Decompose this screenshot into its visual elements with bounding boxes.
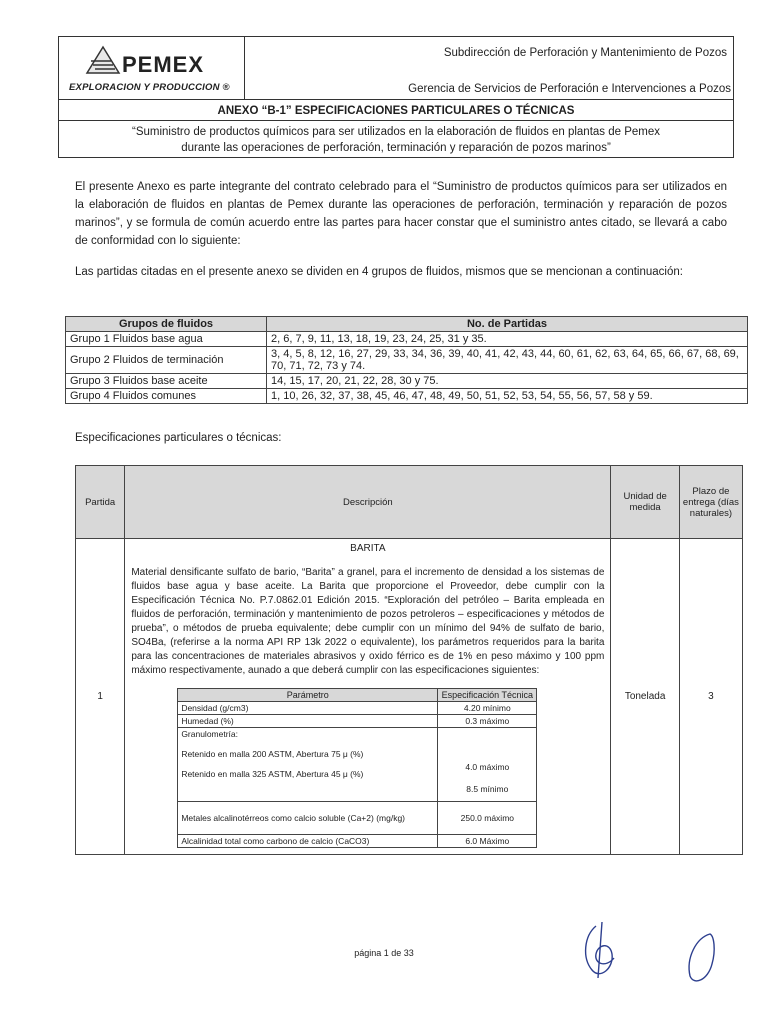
- param-group-label: Granulometría:: [181, 729, 239, 739]
- grupo-name: Grupo 3 Fluidos base aceite: [66, 374, 267, 389]
- param-value-200: 4.0 máximo: [465, 762, 510, 772]
- param-name: [178, 728, 438, 802]
- table-row: [178, 715, 537, 728]
- param-value: 4.20 mínimo: [438, 702, 537, 715]
- params-table: [177, 688, 537, 848]
- table-row: [66, 389, 748, 404]
- param-value: 250.0 máximo: [438, 802, 537, 835]
- unidad-header: Unidad de medida: [611, 466, 679, 539]
- plazo-header: Plazo de entrega (días naturales): [679, 466, 742, 539]
- spec-header-row: [76, 466, 743, 539]
- grupo-name: Grupo 2 Fluidos de terminación: [66, 347, 267, 374]
- anexo-cell: [58, 99, 734, 121]
- param-name: Humedad (%): [178, 715, 438, 728]
- grupo-name: Grupo 1 Fluidos base agua: [66, 332, 267, 347]
- servicio-line-1: “Suministro de productos químicos para ser utilizados en la elaboración de fluidos en plantas de Pemex: [131, 126, 661, 138]
- param-name: Metales alcalinotérreos como calcio soluble (Ca+2) (mg/kg): [178, 802, 438, 835]
- logo-wordmark: PEMEX: [122, 52, 205, 77]
- partida-number: 1: [76, 539, 125, 855]
- grupo-name: Grupo 4 Fluidos comunes: [66, 389, 267, 404]
- table-row: [178, 802, 537, 835]
- table-row: [178, 702, 537, 715]
- table-row: [66, 374, 748, 389]
- pemex-eagle-logo: [85, 43, 121, 79]
- grupo-partidas: 1, 10, 26, 32, 37, 38, 45, 46, 47, 48, 49, 50, 51, 52, 53, 54, 55, 56, 57, 58 y 59.: [267, 389, 748, 404]
- param-value: [438, 728, 537, 802]
- parametro-header: Parámetro: [178, 689, 438, 702]
- servicio-line-2: durante las operaciones de perforación, terminación y reparación de pozos marinos”: [181, 142, 611, 154]
- table-row: [178, 728, 537, 802]
- descripcion-header: Descripción: [125, 466, 611, 539]
- spec-table: [75, 465, 743, 855]
- param-subitem: Retenido en malla 325 ASTM, Abertura 45 μ (%): [181, 769, 364, 779]
- grupo-partidas: 2, 6, 7, 9, 11, 13, 18, 19, 23, 24, 25, 31 y 35.: [267, 332, 748, 347]
- param-name: Alcalinidad total como carbono de calcio (CaCO3): [178, 835, 438, 848]
- anexo-title: ANEXO “B-1” ESPECIFICACIONES PARTICULARES O TÉCNICAS: [217, 105, 575, 117]
- plazo-value: 3: [679, 539, 742, 855]
- param-value-325: 8.5 mínimo: [466, 784, 509, 794]
- gerencia-title: Gerencia de Servicios de Perforación e Intervenciones a Pozos: [408, 83, 731, 95]
- params-header-row: [178, 689, 537, 702]
- param-subitem: Retenido en malla 200 ASTM, Abertura 75 μ (%): [181, 749, 364, 759]
- descripcion-cell: [125, 539, 611, 855]
- grupo-partidas: 3, 4, 5, 8, 12, 16, 27, 29, 33, 34, 36, 39, 40, 41, 42, 43, 44, 60, 61, 62, 63, 64, 65, 66, 67, 68, 69, 70, 71, 72, 73 y 74.: [267, 347, 748, 374]
- table-row: [66, 332, 748, 347]
- product-title: BARITA: [350, 543, 386, 554]
- servicio-title: [59, 121, 733, 156]
- logo-subtitle: EXPLORACION Y PRODUCCION ®: [69, 82, 230, 93]
- grupo-partidas: 14, 15, 17, 20, 21, 22, 28, 30 y 75.: [267, 374, 748, 389]
- grupos-intro-paragraph: Las partidas citadas en el presente anexo se dividen en 4 grupos de fluidos, mismos que se mencionan a continuación:: [75, 266, 683, 278]
- especificacion-header: Especificación Técnica: [438, 689, 537, 702]
- logo-cell: [58, 36, 245, 100]
- grupos-header-row: [66, 317, 748, 332]
- partidas-header-cell: No. de Partidas: [267, 317, 748, 332]
- subdireccion-cell: [244, 36, 734, 100]
- grupos-header-cell: Grupos de fluidos: [66, 317, 267, 332]
- table-row: [66, 347, 748, 374]
- unidad-value: Tonelada: [611, 539, 679, 855]
- grupos-table: [65, 316, 748, 404]
- document-header: [58, 36, 734, 158]
- especificaciones-label: Especificaciones particulares o técnicas:: [75, 432, 282, 444]
- product-description: Material densificante sulfato de bario, “Barita” a granel, para el incremento de densidad a los sistemas de fluidos base agua y base aceite. La Barita que proporcione el Proveedor, debe cumplir con la Especificación Técnica No. P.7.0862.01 Edición 2015. “Exploración del petróleo – Barita empleada en fluidos de perforación, terminación y mantenimiento de pozos petroleros – especificaciones y métodos de prueba”, o métodos de prueba equivalente; debe cumplir con un mínimo del 94% de sulfato de bario, SO4Ba, (referirse a la norma API RP 13k 2022 o equivalente), los parámetros requeridos para la barita para las concentraciones de materiales abrasivos y oxido férrico es de 1% en peso máximo y 100 ppm máximo respectivamente, aunado a que deberá cumplir con las especificaciones siguientes:: [131, 567, 605, 676]
- signature-mark-2: [680, 928, 724, 988]
- table-row: [178, 835, 537, 848]
- page-number: página 1 de 33: [354, 948, 414, 958]
- signature-mark-1: [578, 918, 628, 982]
- param-name: Densidad (g/cm3): [178, 702, 438, 715]
- param-value: 0.3 máximo: [438, 715, 537, 728]
- param-value: 6.0 Máximo: [438, 835, 537, 848]
- subdireccion-title: Subdirección de Perforación y Mantenimiento de Pozos: [443, 47, 727, 59]
- servicio-cell: [58, 120, 734, 158]
- intro-paragraph: El presente Anexo es parte integrante del contrato celebrado para el “Suministro de productos químicos para ser utilizados en la elaboración de fluidos en plantas de Pemex durante las operaciones de perforación, terminación y reparación de pozos marinos”, y se formula de común acuerdo entre las partes para hacer constar que el suministro antes citado, se llevará a cabo de conformidad con lo siguiente:: [75, 181, 727, 247]
- table-row: [76, 539, 743, 855]
- partida-header: Partida: [76, 466, 125, 539]
